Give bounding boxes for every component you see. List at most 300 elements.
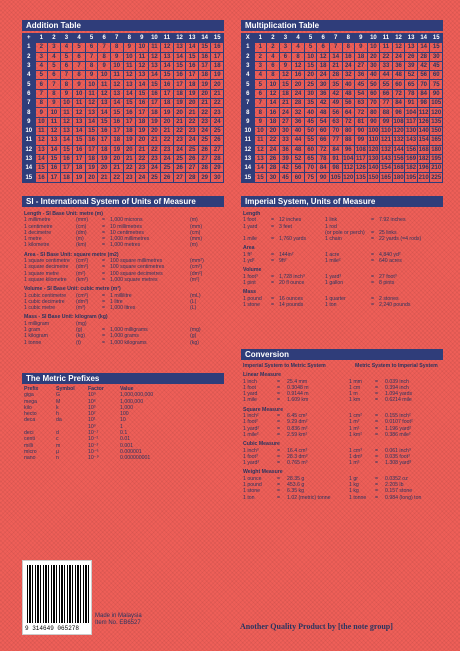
- table-cell: 98: [417, 99, 430, 108]
- prefix-cell: 10³: [88, 404, 96, 411]
- table-cell: 1: [242, 43, 255, 52]
- table-cell: 10: [242, 126, 255, 135]
- table-cell: 9: [279, 61, 292, 70]
- table-cell: 21: [186, 108, 199, 117]
- table-cell: 117: [406, 118, 416, 125]
- prefix-cell: 10⁶: [88, 398, 96, 405]
- table-cell: 40: [342, 80, 355, 89]
- table-cell: 13: [405, 43, 418, 52]
- data-cell: (km²): [76, 276, 89, 283]
- table-cell: 12: [136, 61, 149, 70]
- table-cell: 20: [148, 126, 161, 135]
- table-cell: 39: [405, 61, 418, 70]
- table-header-cell: 9: [136, 34, 149, 43]
- table-cell: 11: [98, 80, 111, 89]
- table-cell: 28: [211, 154, 224, 163]
- table-corner-cell: +: [23, 34, 36, 43]
- data-cell: 1,728 inch³: [279, 273, 305, 280]
- table-cell: 14: [98, 108, 111, 117]
- data-cell: 1,760 yards: [279, 236, 307, 243]
- table-cell: 18: [136, 117, 149, 126]
- data-cell: 1,000 grams: [110, 333, 139, 340]
- table-cell: 80: [342, 126, 355, 135]
- table-cell: 3: [242, 61, 255, 70]
- table-cell: 16: [48, 164, 61, 173]
- data-cell: (m): [190, 242, 198, 249]
- prefix-cell: 10⁻⁶: [88, 448, 99, 455]
- table-cell: 30: [304, 89, 317, 98]
- table-cell: 19: [85, 164, 98, 173]
- table-cell: 14: [123, 89, 136, 98]
- data-cell: =: [277, 391, 281, 398]
- table-cell: 19: [123, 136, 136, 145]
- table-cell: 14: [85, 117, 98, 126]
- data-cell: =: [271, 236, 275, 243]
- data-cell: 28.35 g: [287, 475, 305, 482]
- data-cell: (mL): [190, 292, 201, 299]
- table-cell: 16: [267, 108, 280, 117]
- table-cell: 24: [148, 164, 161, 173]
- data-cell: 0.984 (long) ton: [385, 494, 422, 501]
- table-cell: 56: [342, 99, 355, 108]
- table-cell: 8: [23, 108, 36, 117]
- table-cell: 11: [60, 108, 73, 117]
- data-cell: 2.205 lb: [385, 482, 404, 489]
- prefix-cell: 0.000001: [120, 448, 142, 455]
- data-cell: 1 stone: [243, 488, 261, 495]
- addition-table: [22, 33, 224, 183]
- table-cell: 4: [254, 71, 267, 80]
- data-cell: (dm³): [76, 298, 89, 305]
- table-cell: 23: [173, 136, 186, 145]
- prefix-cell: G: [56, 392, 61, 399]
- table-cell: 78: [405, 89, 418, 98]
- table-cell: 121: [380, 137, 391, 144]
- data-cell: =: [277, 413, 281, 420]
- data-cell: 1 metre: [24, 236, 42, 243]
- table-cell: 140: [368, 165, 379, 172]
- table-cell: 19: [173, 99, 186, 108]
- data-cell: 1 km: [349, 397, 361, 404]
- table-cell: 7: [23, 99, 36, 108]
- table-cell: 15: [98, 117, 111, 126]
- table-cell: 15: [279, 80, 292, 89]
- data-row: [24, 340, 224, 346]
- prefix-cell: deca: [24, 417, 36, 424]
- table-cell: 16: [123, 108, 136, 117]
- table-cell: 19: [98, 154, 111, 163]
- table-cell: 26: [186, 154, 199, 163]
- data-cell: =: [271, 295, 275, 302]
- table-cell: 15: [85, 126, 98, 135]
- table-cell: 12: [85, 99, 98, 108]
- table-cell: 20: [85, 173, 98, 182]
- table-cell: 6: [267, 61, 280, 70]
- table-cell: 17: [136, 108, 149, 117]
- table-cell: 104: [343, 156, 354, 162]
- data-cell: 10 centimetres: [110, 229, 145, 236]
- table-cell: 72: [342, 117, 355, 126]
- table-cell: 17: [161, 89, 174, 98]
- table-cell: 60: [292, 173, 305, 182]
- table-cell: 16: [198, 52, 211, 61]
- table-cell: 22: [198, 108, 211, 117]
- table-cell: 22: [123, 164, 136, 173]
- table-cell: 90: [355, 126, 368, 135]
- table-cell: 1: [254, 43, 267, 52]
- data-cell: 0.061 inch³: [385, 447, 411, 454]
- table-cell: 18: [186, 80, 199, 89]
- table-cell: 21: [123, 154, 136, 163]
- table-row: [23, 145, 224, 154]
- data-row: [243, 460, 443, 466]
- table-cell: 16: [161, 80, 174, 89]
- data-cell: =: [375, 397, 379, 404]
- data-row: [243, 302, 443, 308]
- group-heading: Linear Measure: [243, 372, 282, 379]
- table-cell: 19: [136, 126, 149, 135]
- table-cell: 182: [406, 165, 417, 172]
- table-cell: 13: [173, 43, 186, 52]
- data-cell: =: [102, 339, 106, 346]
- data-cell: =: [271, 223, 275, 230]
- metric-prefixes-content: [24, 386, 224, 462]
- table-header-cell: 3: [279, 34, 292, 43]
- table-cell: 100: [368, 128, 379, 135]
- table-header-cell: 5: [304, 34, 317, 43]
- table-cell: 22: [110, 173, 123, 182]
- prefix-header-cell: Factor: [88, 386, 104, 392]
- table-cell: 24: [136, 173, 149, 182]
- data-cell: =: [277, 425, 281, 432]
- data-cell: 1 foot: [243, 217, 256, 224]
- table-cell: 108: [393, 118, 404, 125]
- data-cell: =: [371, 273, 375, 280]
- table-header-cell: 12: [173, 34, 186, 43]
- table-cell: 11: [35, 126, 48, 135]
- table-cell: 196: [418, 165, 429, 172]
- data-cell: 1 square decimetre: [24, 264, 69, 271]
- table-cell: 15: [304, 61, 317, 70]
- prefix-cell: c: [56, 436, 59, 443]
- table-cell: 5: [304, 43, 317, 52]
- data-cell: =: [375, 391, 379, 398]
- data-cell: (m³): [76, 305, 86, 312]
- table-cell: 195: [406, 174, 417, 181]
- table-header-cell: 1: [35, 34, 48, 43]
- data-cell: =: [375, 413, 379, 420]
- data-cell: 1 cubic metre: [24, 305, 56, 312]
- data-cell: 1 pound: [243, 482, 262, 489]
- group-heading: Volume - SI Base Unit: cubic metre (m³): [24, 286, 121, 293]
- table-cell: 80: [367, 108, 380, 117]
- table-cell: 11: [242, 136, 255, 145]
- data-cell: =: [102, 236, 106, 243]
- table-cell: 14: [173, 52, 186, 61]
- data-cell: =: [375, 431, 379, 438]
- prefix-cell: d: [56, 430, 59, 437]
- data-cell: =: [371, 236, 375, 243]
- table-cell: 12: [317, 52, 330, 61]
- data-cell: (or pole or perch): [325, 229, 365, 236]
- table-cell: 29: [198, 173, 211, 182]
- table-cell: 15: [173, 61, 186, 70]
- data-cell: =: [277, 475, 281, 482]
- table-header-cell: 5: [85, 34, 98, 43]
- data-cell: =: [371, 301, 375, 308]
- data-cell: 1 gram: [24, 327, 41, 334]
- table-row: [23, 99, 224, 108]
- table-cell: 26: [211, 136, 224, 145]
- prefix-cell: 10⁻¹: [88, 430, 99, 437]
- multiplication-table-title: Multiplication Table: [241, 20, 443, 31]
- table-cell: 15: [242, 173, 255, 182]
- table-cell: 20: [123, 145, 136, 154]
- table-cell: 6: [279, 52, 292, 61]
- data-cell: 1 m: [349, 391, 358, 398]
- table-cell: 17: [85, 145, 98, 154]
- table-cell: 9: [254, 117, 267, 126]
- table-header-cell: 14: [198, 34, 211, 43]
- table-header-cell: 11: [161, 34, 174, 43]
- table-row: [242, 108, 443, 117]
- table-cell: 14: [73, 126, 86, 135]
- table-cell: 48: [317, 108, 330, 117]
- table-cell: 32: [292, 108, 305, 117]
- table-cell: 28: [198, 164, 211, 173]
- table-cell: 40: [304, 108, 317, 117]
- prefix-cell: deci: [24, 430, 34, 437]
- table-cell: 130: [368, 156, 379, 162]
- table-cell: 23: [148, 154, 161, 163]
- table-cell: 14: [267, 99, 280, 108]
- table-cell: 50: [304, 126, 317, 135]
- data-cell: (mm): [190, 223, 203, 230]
- prefix-cell: 1,000: [120, 404, 133, 411]
- data-cell: 1 square kilometre: [24, 276, 67, 283]
- table-cell: 12: [60, 117, 73, 126]
- tagline-text: Another Quality Product by: [240, 622, 336, 631]
- data-cell: 1 square centimetre: [24, 258, 70, 265]
- table-cell: 8: [242, 108, 255, 117]
- table-cell: 11: [85, 89, 98, 98]
- table-cell: 15: [430, 43, 443, 52]
- table-row: [242, 164, 443, 173]
- table-cell: 13: [60, 126, 73, 135]
- table-cell: 91: [405, 99, 418, 108]
- table-cell: 11: [254, 136, 267, 145]
- table-cell: 105: [330, 174, 341, 181]
- table-header-cell: 9: [355, 34, 368, 43]
- data-cell: =: [102, 327, 106, 334]
- table-cell: 7: [254, 99, 267, 108]
- data-cell: (dm²): [190, 270, 203, 277]
- table-cell: 180: [431, 146, 442, 153]
- group-heading: Volume: [243, 267, 262, 274]
- table-cell: 132: [380, 146, 391, 153]
- table-header-cell: 10: [367, 34, 380, 43]
- data-cell: 20 fl ounce: [279, 279, 305, 286]
- data-cell: (cm): [190, 229, 201, 236]
- table-cell: 135: [431, 118, 442, 125]
- table-cell: 45: [279, 173, 292, 182]
- table-cell: 30: [430, 52, 443, 61]
- table-cell: 30: [211, 173, 224, 182]
- data-cell: 1,000 litres: [110, 305, 136, 312]
- table-cell: 17: [73, 154, 86, 163]
- data-cell: (cm²): [190, 264, 203, 271]
- data-cell: =: [271, 217, 275, 224]
- table-cell: 19: [198, 80, 211, 89]
- table-row: [23, 89, 224, 98]
- data-cell: 1,000 square metres: [110, 276, 158, 283]
- data-cell: 1 cubic centimetre: [24, 292, 67, 299]
- table-cell: 9: [123, 43, 136, 52]
- data-cell: 16.4 cm³: [287, 447, 308, 454]
- table-cell: 28: [186, 173, 199, 182]
- table-cell: 18: [267, 117, 280, 126]
- table-cell: 2: [267, 43, 280, 52]
- table-row: [242, 61, 443, 70]
- table-cell: 140: [418, 128, 429, 135]
- table-cell: 28: [292, 99, 305, 108]
- table-cell: 99: [355, 136, 368, 145]
- table-cell: 4: [267, 52, 280, 61]
- data-cell: (L): [190, 298, 197, 305]
- table-cell: 10: [35, 117, 48, 126]
- table-cell: 88: [380, 108, 393, 117]
- table-cell: 48: [392, 71, 405, 80]
- data-cell: 0.039 inch: [385, 378, 409, 385]
- table-cell: 17: [211, 52, 224, 61]
- table-cell: 18: [173, 89, 186, 98]
- data-cell: 1 foot: [243, 384, 256, 391]
- data-cell: 100 square millimetres: [110, 258, 163, 265]
- table-header-cell: 13: [186, 34, 199, 43]
- data-cell: 2.59 km²: [287, 431, 308, 438]
- table-cell: 120: [393, 128, 404, 135]
- table-cell: 130: [406, 128, 417, 135]
- table-cell: 6: [254, 89, 267, 98]
- data-cell: =: [371, 229, 375, 236]
- data-cell: 0.9144 m: [287, 391, 309, 398]
- table-cell: 27: [279, 117, 292, 126]
- table-cell: 70: [417, 80, 430, 89]
- group-heading: Area: [243, 245, 255, 252]
- table-cell: 16: [211, 43, 224, 52]
- table-cell: 7: [329, 43, 342, 52]
- table-cell: 15: [60, 145, 73, 154]
- table-cell: 25: [148, 173, 161, 182]
- table-header-cell: 14: [417, 34, 430, 43]
- table-cell: 21: [98, 173, 111, 182]
- table-cell: 70: [304, 164, 317, 173]
- data-cell: =: [102, 229, 106, 236]
- data-row: [243, 397, 443, 403]
- table-cell: 11: [148, 43, 161, 52]
- data-cell: 1,000 millimetres: [110, 236, 150, 243]
- data-cell: 1 millimetre: [24, 217, 51, 224]
- table-cell: 18: [148, 108, 161, 117]
- data-cell: 1 kg: [349, 482, 359, 489]
- table-cell: 180: [393, 174, 404, 181]
- table-cell: 24: [317, 71, 330, 80]
- table-cell: 13: [242, 154, 255, 163]
- table-cell: 12: [110, 80, 123, 89]
- table-cell: 25: [198, 136, 211, 145]
- table-cell: 8: [342, 43, 355, 52]
- data-cell: 1 tonne: [24, 339, 42, 346]
- table-cell: 4: [292, 43, 305, 52]
- table-cell: 195: [431, 156, 442, 162]
- data-cell: 1.609 km: [287, 397, 309, 404]
- table-cell: 6: [317, 43, 330, 52]
- data-cell: 1 gr: [349, 475, 358, 482]
- table-cell: 42: [417, 61, 430, 70]
- table-cell: 26: [161, 173, 174, 182]
- table-cell: 8: [292, 52, 305, 61]
- data-cell: =: [277, 488, 281, 495]
- table-cell: 18: [279, 89, 292, 98]
- table-cell: 16: [173, 71, 186, 80]
- table-cell: 45: [304, 117, 317, 126]
- table-cell: 5: [242, 80, 255, 89]
- table-row: [242, 154, 443, 163]
- table-cell: 3: [254, 61, 267, 70]
- table-cell: 20: [367, 52, 380, 61]
- table-cell: 11: [73, 99, 86, 108]
- table-cell: 21: [148, 136, 161, 145]
- table-cell: 14: [48, 145, 61, 154]
- table-row: [23, 43, 224, 52]
- data-cell: 1,000 milligrams: [110, 327, 148, 334]
- table-cell: 27: [198, 154, 211, 163]
- data-cell: (dm²): [76, 264, 89, 271]
- data-cell: 1 stone: [243, 301, 261, 308]
- prefix-header-cell: Value: [120, 386, 134, 392]
- data-row: [243, 258, 443, 264]
- data-cell: 1 milligram: [24, 320, 50, 327]
- table-cell: 36: [355, 71, 368, 80]
- table-cell: 8: [48, 89, 61, 98]
- data-cell: =: [375, 384, 379, 391]
- data-cell: 1 ton: [325, 301, 337, 308]
- table-cell: 12: [161, 43, 174, 52]
- table-cell: 143: [406, 137, 417, 144]
- table-cell: 22: [173, 126, 186, 135]
- table-cell: 26: [267, 154, 280, 163]
- data-row: [243, 495, 443, 501]
- table-cell: 165: [431, 137, 442, 144]
- table-cell: 48: [342, 89, 355, 98]
- table-cell: 5: [35, 71, 48, 80]
- table-cell: 23: [186, 126, 199, 135]
- table-cell: 15: [35, 164, 48, 173]
- table-cell: 52: [292, 154, 305, 163]
- table-cell: 13: [35, 145, 48, 154]
- data-cell: (L): [190, 305, 197, 312]
- prefix-cell: n: [56, 455, 59, 462]
- data-cell: (m²): [190, 276, 200, 283]
- table-cell: 52: [405, 71, 418, 80]
- table-cell: 24: [342, 61, 355, 70]
- table-cell: 28: [417, 52, 430, 61]
- data-cell: 1 mile: [243, 236, 257, 243]
- table-cell: 23: [211, 108, 224, 117]
- table-cell: 20: [136, 136, 149, 145]
- table-cell: 77: [329, 136, 342, 145]
- group-heading: Mass - SI Base Unit: kilogram (kg): [24, 314, 108, 321]
